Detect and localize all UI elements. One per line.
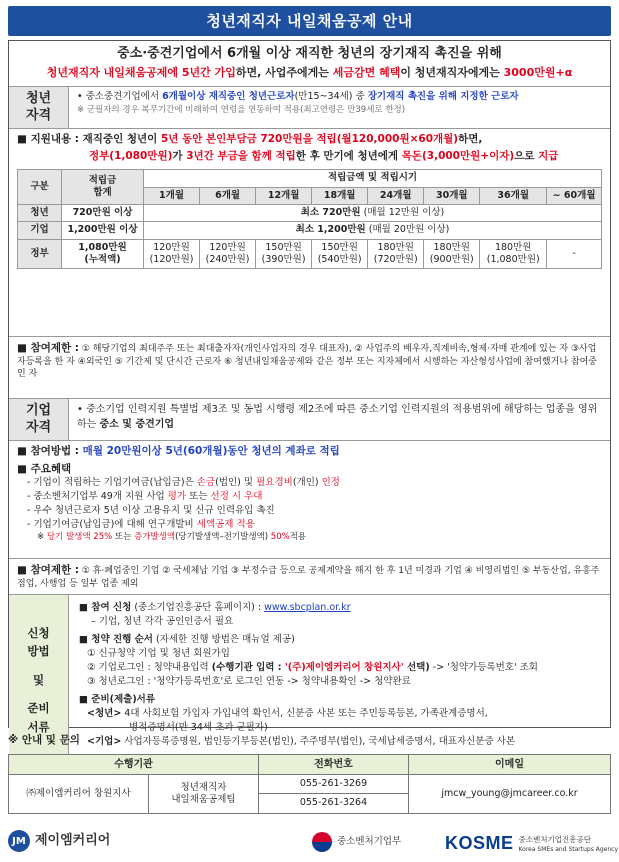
text: - 중소벤처기업부 49개 지원 사업: [27, 491, 168, 503]
text: 장기재직 촉진을 위해 지정한 근로자: [367, 91, 519, 102]
inquiry-header-email: 이메일: [409, 755, 611, 775]
table-header-row: [18, 170, 602, 187]
text: 적립금: [88, 174, 117, 186]
support-section: [9, 129, 610, 337]
intro-section: [9, 41, 610, 87]
text: ■ 지원내용 : 재직중인 청년이: [17, 133, 161, 145]
apply-label-part: 준비: [27, 701, 50, 716]
apply-step-signup: [79, 601, 600, 615]
label-text: 청년: [25, 91, 52, 107]
text: -> '청약가등록번호' 조회: [429, 662, 538, 673]
intro-text-2: 이 청년재직자에게는: [400, 65, 504, 79]
benefit-item: [27, 490, 602, 504]
corp-qualification-body: [69, 399, 610, 440]
apply-label-part: 신청: [27, 626, 50, 641]
apply-label-part: 방법: [27, 644, 50, 659]
text: 적용: [289, 532, 307, 543]
month-header: 36개월: [480, 187, 547, 204]
gov-cell-cumulative: (390만원): [261, 254, 306, 265]
text: 한 후 만기에 청년에게: [295, 149, 402, 162]
text: 목돈(3,000만원+이자): [401, 149, 515, 162]
apply-section: [9, 595, 610, 765]
gov-cell: [424, 239, 480, 269]
text: ■ 참여 신청: [79, 602, 132, 613]
limit-tag: ■ 참여제한 :: [17, 342, 80, 354]
gov-cell: [144, 239, 200, 269]
row-sum: 720만원 이상: [62, 204, 144, 221]
text: 최소 1,200만원: [295, 224, 366, 236]
intro-text: 하면, 사업주에게는: [235, 65, 333, 79]
text: 세액공제 적용: [196, 518, 255, 530]
gov-cell-amount: 150만원: [265, 241, 302, 253]
benefit-item: - 우수 청년근로자 5년 이상 고용유지 및 신규 인력유입 촉진: [27, 504, 275, 516]
inquiry-header-org: 수행기관: [9, 755, 259, 775]
text: (중소기업진흥공단 홈페이지) :: [131, 602, 265, 613]
inquiry-team: [149, 775, 259, 814]
label-text: 자격: [25, 107, 52, 123]
intro-line-2: [9, 66, 610, 80]
docs-youth-2: 병적증명서(만 34세 초과 군필자): [129, 722, 268, 733]
text: (매월 12만원 이상): [360, 206, 445, 218]
text: (만15~34세) 중: [294, 91, 368, 102]
text: ※: [37, 532, 47, 543]
gov-cell-amount: 120만원: [209, 241, 246, 253]
inquiry-org: ㈜제이엠커리어 창원지사: [9, 775, 149, 814]
label-text: 자격: [25, 419, 52, 435]
gov-cell-amount: 180만원: [494, 241, 532, 253]
intro-youth-join: 청년재직자 내일채움공제에 5년간 가입: [46, 65, 236, 79]
text: 합계: [93, 187, 112, 199]
youth-qualification-label: [9, 87, 69, 128]
text: 1,080만원: [78, 241, 127, 253]
apply-step-2: [79, 661, 600, 675]
inquiry-email[interactable]: jmcw_young@jmcareer.co.kr: [409, 775, 611, 814]
inquiry-row: [9, 775, 611, 794]
gov-cell-amount: 150만원: [321, 241, 358, 253]
text: 지급: [538, 149, 559, 162]
kosme-subtitle: [519, 835, 618, 853]
text: 평가: [167, 491, 187, 503]
gov-cell-cumulative: (720만원): [373, 254, 418, 265]
text: 중소벤처기업진흥공단: [518, 834, 591, 844]
text: (매월 20만원 이상): [365, 224, 450, 236]
apply-step-1: ① 신규청약 기업 및 청년 회원가입: [87, 647, 230, 659]
limit-text: ① 휴·폐업중인 기업 ② 국세체납 기업 ③ 부정수급 등으로 공제계약을 해지 한 후 1년 미경과 기업 ④ 비영리법인 ⑤ 부동산업, 유흥주점업, 사행업 등 일부 업종 제외: [17, 566, 600, 589]
row-sum: 1,200만원 이상: [62, 222, 144, 239]
intro-line-1: 중소·중견기업에서 6개월 이상 재직한 청년의 장기재직 촉진을 위해: [117, 46, 502, 61]
text: 증가발생액: [134, 532, 176, 543]
gov-cell: [368, 239, 424, 269]
text: (자세한 진행 방법은 매뉴얼 제공): [152, 633, 295, 645]
gov-cell: [480, 239, 547, 269]
month-header: 18개월: [312, 187, 368, 204]
gov-cell: [312, 239, 368, 269]
limit-section-2: [9, 559, 610, 595]
text: 4대 사회보험 가입자 가입내역 확인서, 신분증 사본 또는 주민등록등본, 가족관계증명서,: [121, 707, 488, 719]
label-text: 기업: [25, 403, 52, 419]
mss-logo: [312, 832, 401, 852]
jm-logo-icon: JM: [8, 830, 30, 852]
intro-amount: 3000만원+α: [503, 65, 573, 79]
text: 정부(1,080만원): [89, 149, 173, 162]
corp-qualification-label: [9, 399, 69, 440]
gov-cell-amount: 120만원: [153, 241, 190, 253]
kosme-wordmark: KOSME: [445, 833, 514, 853]
header-division: 구분: [18, 170, 62, 205]
benefit-item: [27, 476, 602, 490]
apply-step-3: ③ 청년로그인 : '청약가등록번호'로 로그인 연동 -> 청약내용확인 -> 청약완료: [87, 676, 411, 688]
limit-text: ① 해당기업의 최대주주 또는 최대출자자(개인사업자의 경우 대표자), ② 사업주의 배우자,직계비속,형제·자매 관계에 있는 자 ③사업자등록을 한 자 ④외국인 ⑤ 기간제 및 단시간 근로자 ⑥ 청년내일채움공제와 같은 정부 또는 지자체에서 시행하는 자산형성사업에 참여했거나 참여중인 자: [17, 344, 597, 380]
inquiry-table: [8, 754, 611, 814]
apply-label-part: [9, 689, 68, 699]
text: '(주)제이엠커리어 창원지사': [284, 662, 404, 673]
text: 내일채움공제팀: [171, 793, 236, 805]
text: - 기업기여금(납입금)에 대해 연구개발비: [27, 518, 197, 530]
gov-cell-amount: 180만원: [377, 241, 414, 253]
kosme-logo: [445, 832, 618, 855]
text: 또는: [186, 491, 211, 503]
method-benefit-section: [9, 441, 610, 559]
text: (누적액): [84, 254, 121, 265]
text: 50%: [270, 532, 290, 543]
apply-order: [79, 633, 600, 647]
youth-qualification-body: [69, 87, 610, 128]
text: 으로: [514, 149, 539, 162]
docs-youth: [79, 707, 600, 721]
text: - 기업이 적립하는 기업기여금(납입금)은: [27, 477, 197, 489]
apply-label-part: [9, 661, 68, 671]
text: 선정 시 우대: [210, 491, 263, 503]
row-label: 청년: [18, 204, 62, 221]
intro-tax: 세금감면 혜택: [332, 65, 401, 79]
benefit-note: [27, 531, 602, 543]
gov-cell-amount: -: [572, 247, 576, 259]
jm-logo-text: 제이엠커리어: [35, 832, 111, 848]
gov-cell-cumulative: (120만원): [149, 254, 194, 265]
text: 사업자등록증명원, 법인등기부등본(법인), 주주명부(법인), 국세납세증명서, 대표자신분증 사본: [121, 736, 516, 748]
docs-tag: ■ 준비(제출)서류: [79, 693, 156, 705]
inquiry-header-row: [9, 755, 611, 775]
taeguk-icon: [312, 832, 332, 852]
limit-tag: ■ 참여제한 :: [17, 564, 80, 576]
text: 중소 및 중견기업: [99, 418, 175, 430]
month-header: 1개월: [144, 187, 200, 204]
support-line-1: [17, 133, 602, 147]
apply-label-part: 및: [32, 672, 45, 687]
text: 하면,: [458, 133, 483, 145]
text: 매월 20만원이상 5년(60개월)동안 청년의 계좌로 적립: [82, 445, 340, 457]
youth-note: ※ 군필자의 경우 복무기간에 비례하여 연령을 연동하여 적용(최고연령은 만39세로 한정): [77, 105, 406, 116]
text: (개인): [292, 477, 322, 489]
gov-cell-amount: 180만원: [433, 241, 470, 253]
text: 최소 720만원: [300, 206, 361, 218]
inquiry-header-phone: 전화번호: [259, 755, 409, 775]
text: 필요경비: [256, 477, 293, 489]
row-sum: [62, 239, 144, 269]
corp-qualification: [9, 399, 610, 441]
benefit-list: [17, 476, 602, 543]
text: 5년 동안 본인부담금 720만원을 적립(월120,000원×60개월): [160, 133, 459, 145]
sbcplan-link[interactable]: www.sbcplan.or.kr: [264, 602, 351, 613]
text: 청년재직자: [180, 781, 227, 793]
text: ■ 청약 진행 순서: [79, 633, 153, 645]
table-row-gov: [18, 239, 602, 269]
text: 손금: [196, 477, 216, 489]
gov-cell-cumulative: (240만원): [205, 254, 250, 265]
row-label: 기업: [18, 222, 62, 239]
month-header: 6개월: [200, 187, 256, 204]
apply-label-part: 서류: [27, 719, 50, 734]
gov-cell-cumulative: (1,080만원): [486, 254, 540, 265]
youth-bullet: [77, 91, 602, 103]
text: 당기 발생액 25%: [46, 532, 113, 543]
gov-cell: [200, 239, 256, 269]
text: (법인) 및: [215, 477, 257, 489]
docs-corp: [79, 735, 600, 749]
gov-cell: [256, 239, 312, 269]
limit-section-1: [9, 337, 610, 399]
text: 6개월이상 재직중인 청년근로자: [162, 91, 295, 102]
benefit-item: [27, 518, 602, 532]
text: • 중소중견기업에서: [77, 91, 163, 102]
gov-cell-cumulative: (900만원): [429, 254, 474, 265]
month-header: 30개월: [424, 187, 480, 204]
inquiry-phone-1[interactable]: 055-261-3269: [259, 775, 409, 794]
text: ■ 참여방법 :: [17, 445, 83, 457]
apply-sub: – 기업, 청년 각각 공인인증서 필요: [91, 616, 234, 628]
row-detail: [144, 222, 602, 239]
text: 인정: [321, 477, 340, 489]
table-row-youth: [18, 204, 602, 221]
text: (당기발생액–전기발생액): [175, 532, 271, 543]
mss-logo-text: 중소벤처기업부: [337, 835, 402, 847]
table-row-corp: [18, 222, 602, 239]
inquiry-title: ※ 안내 및 문의: [8, 734, 80, 746]
text: <기업>: [87, 736, 122, 748]
text: • 중소기업 인력지원 특별법 제3조 및 동법 시행령 제2조에 따른 중소기업 인력지원의 적용범위에 해당하는 업종을 영위하는: [77, 404, 598, 430]
savings-table: [17, 169, 602, 269]
header-sum: [62, 170, 144, 205]
month-header: 24개월: [368, 187, 424, 204]
row-detail: [144, 204, 602, 221]
text: 가: [172, 149, 187, 162]
footer: [0, 828, 619, 858]
youth-qualification: [9, 87, 610, 129]
text: ② 기업로그인 : 청약내용입력: [87, 662, 212, 673]
method-line: [17, 445, 602, 459]
text: Korea SMEs and Startups Agency: [518, 845, 618, 853]
page-title: 청년재직자 내일채움공제 안내: [8, 6, 611, 36]
text: 또는: [112, 532, 135, 543]
header-period: 적립금액 및 적립시기: [144, 170, 602, 187]
row-label: 정부: [18, 239, 62, 269]
jm-logo: [8, 830, 110, 852]
inquiry-phone-2[interactable]: 055-261-3264: [259, 794, 409, 813]
month-header: 12개월: [256, 187, 312, 204]
text: 선택): [403, 662, 430, 673]
month-header: ~ 60개월: [547, 187, 602, 204]
text: 3년간 부금을 함께 적립: [186, 149, 296, 162]
text: (수행기관 입력 :: [211, 662, 285, 673]
gov-cell-cumulative: (540만원): [317, 254, 362, 265]
gov-cell: [547, 239, 602, 269]
support-line-2: [17, 150, 602, 164]
apply-body: [69, 595, 610, 765]
text: <청년>: [87, 707, 122, 719]
benefit-tag: ■ 주요혜택: [17, 462, 72, 475]
